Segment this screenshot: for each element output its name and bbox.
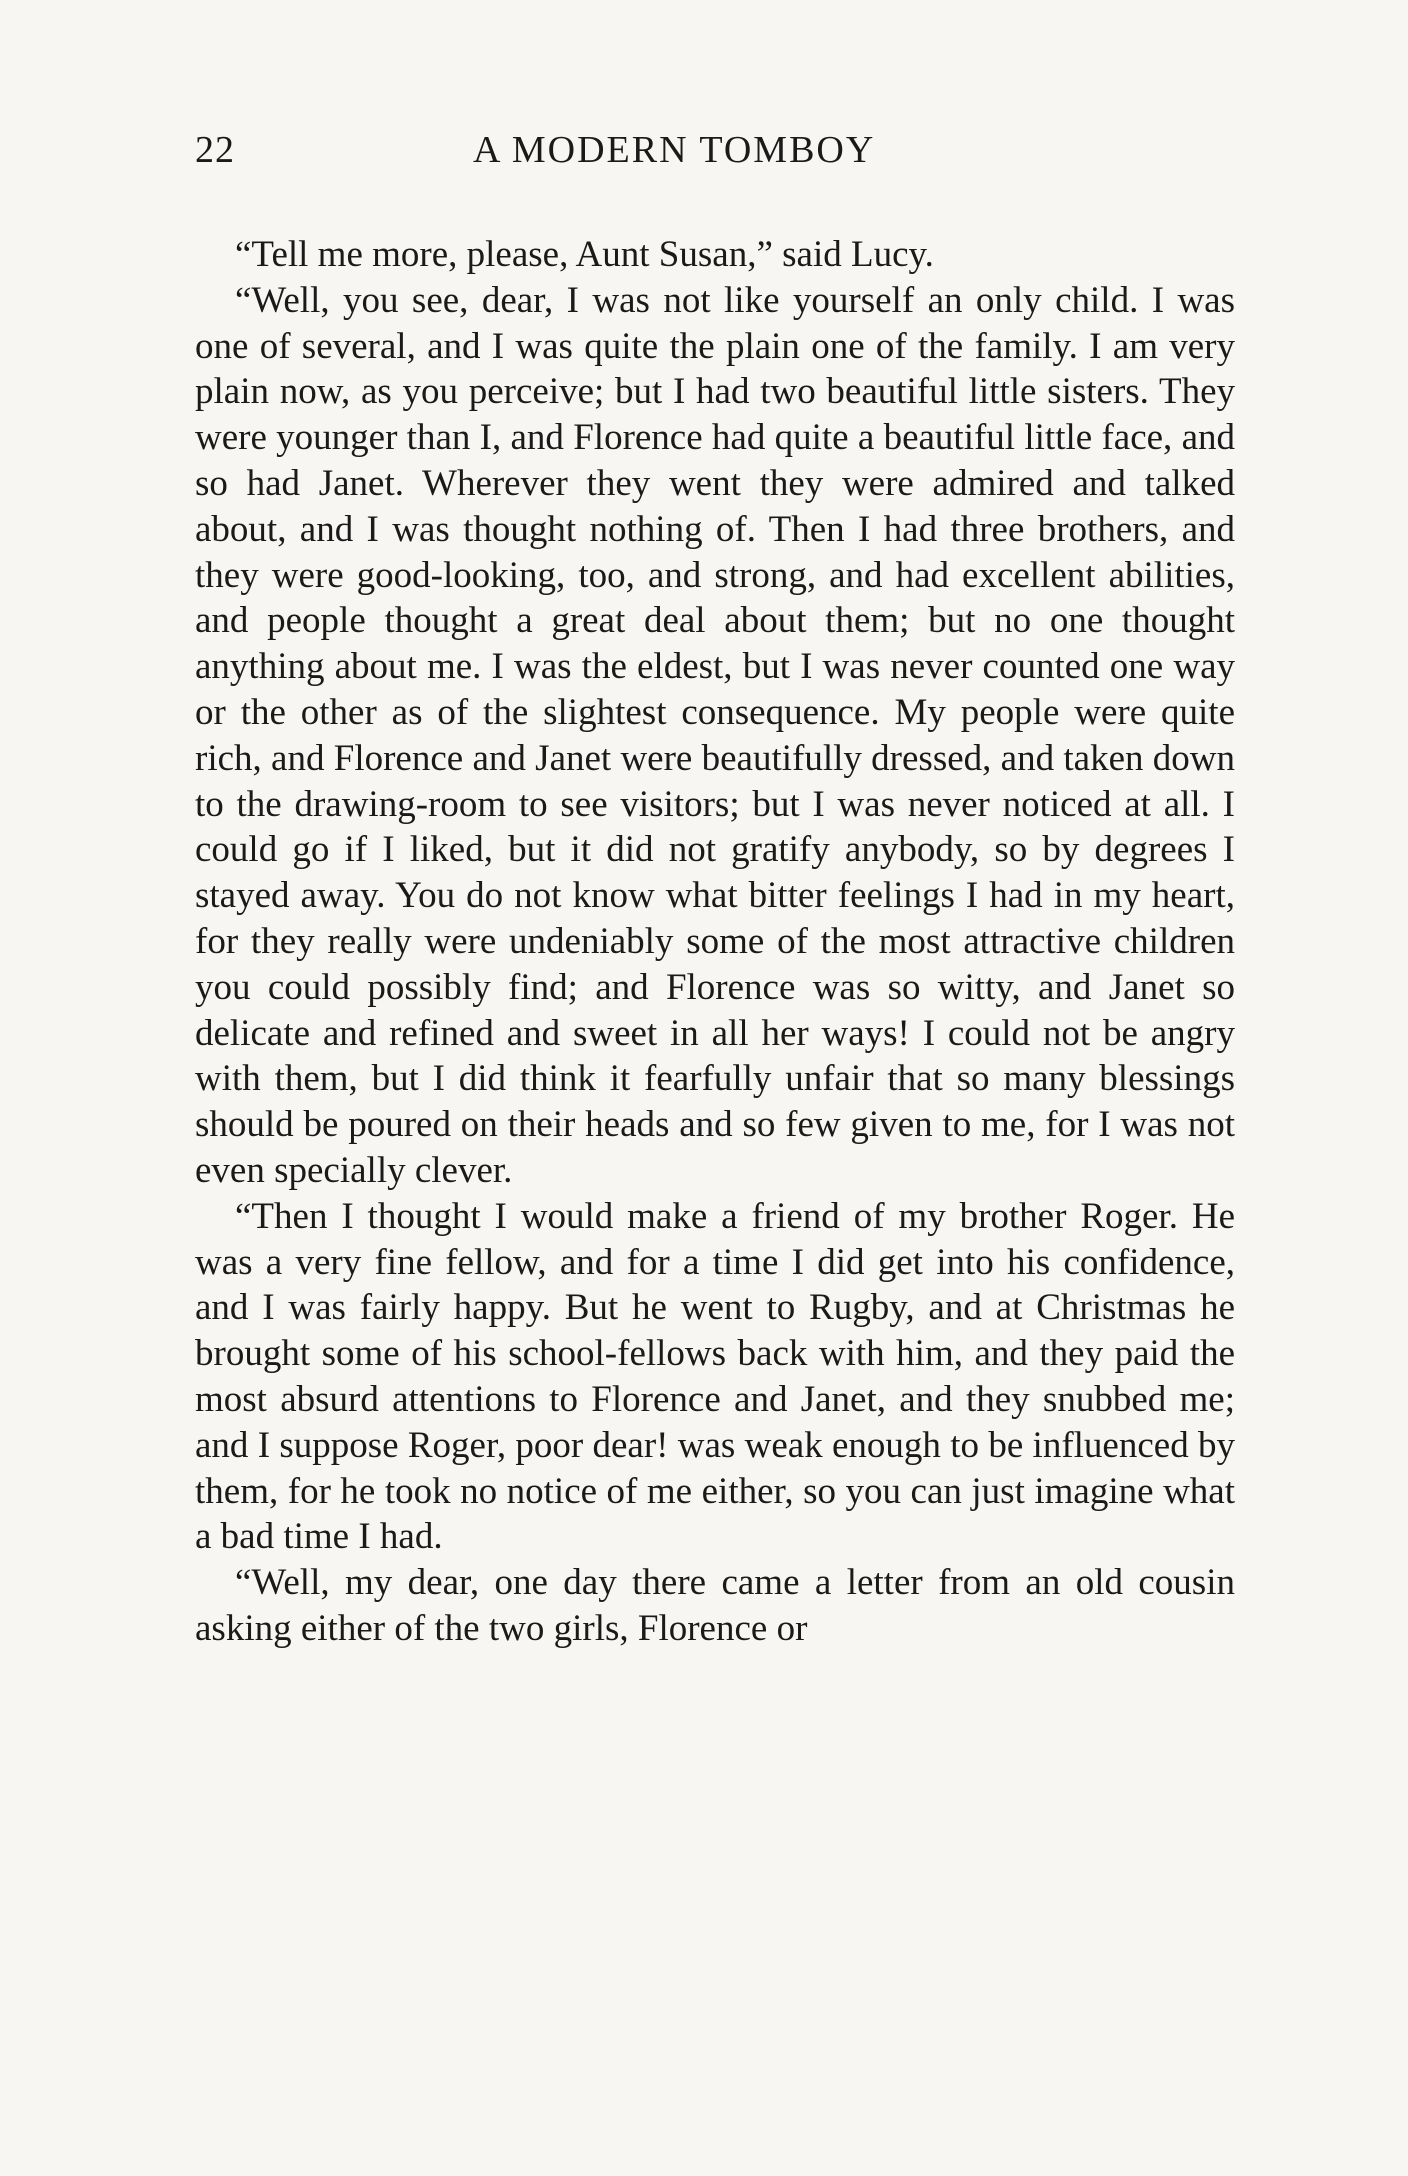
running-title: A MODERN TOMBOY [473,129,876,171]
body-text [195,232,1235,1652]
paragraph: “Tell me more, please, Aunt Susan,” said Lucy. [235,234,934,275]
paragraph: “Well, you see, dear, I was not like yourself an only child. I was one of several, and I was quite the plain one of the family. I am very plain now, as you perceive; but I had two beautiful little sisters. They were younger than I, and Florence had quite a beautiful little face, and so had Janet. Wherever they went they were admired and talked about, and I was thought nothing of. Then I had three brothers, and they were good-looking, too, and strong, and had excellent abilities, and people thought a great deal about them; but no one thought anything about me. I was the eldest, but I was never counted one way or the other as of the slightest consequence. My people were quite rich, and Florence and Janet were beautifully dressed, and taken down to the drawing-room to see visitors; but I was never noticed at all. I could go if I liked, but it did not gratify anybody, so by degrees I stayed away. You do not know what bitter feelings I had in my heart, for they really were undeniably some of the most attractive children you could possibly find; and Florence was so witty, and Janet so delicate and refined and sweet in all her ways! I could not be angry with them, but I did think it fearfully unfair that so many blessings should be poured on their heads and so few given to me, for I was not even specially clever. [195,279,1235,1191]
page-number: 22 [195,129,235,171]
paragraph: “Well, my dear, one day there came a letter from an old cousin asking either of the two girls, Florence or [195,1562,1235,1649]
running-head [195,128,1235,178]
paragraph: “Then I thought I would make a friend of my brother Roger. He was a very fine fellow, and for a time I did get into his confidence, and I was fairly happy. But he went to Rugby, and at Christmas he brought some of his school-fellows back with him, and they paid the most absurd attentions to Florence and Janet, and they snubbed me; and I suppose Roger, poor dear! was weak enough to be influenced by them, for he took no notice of me either, so you can just imagine what a bad time I had. [195,1195,1235,1558]
